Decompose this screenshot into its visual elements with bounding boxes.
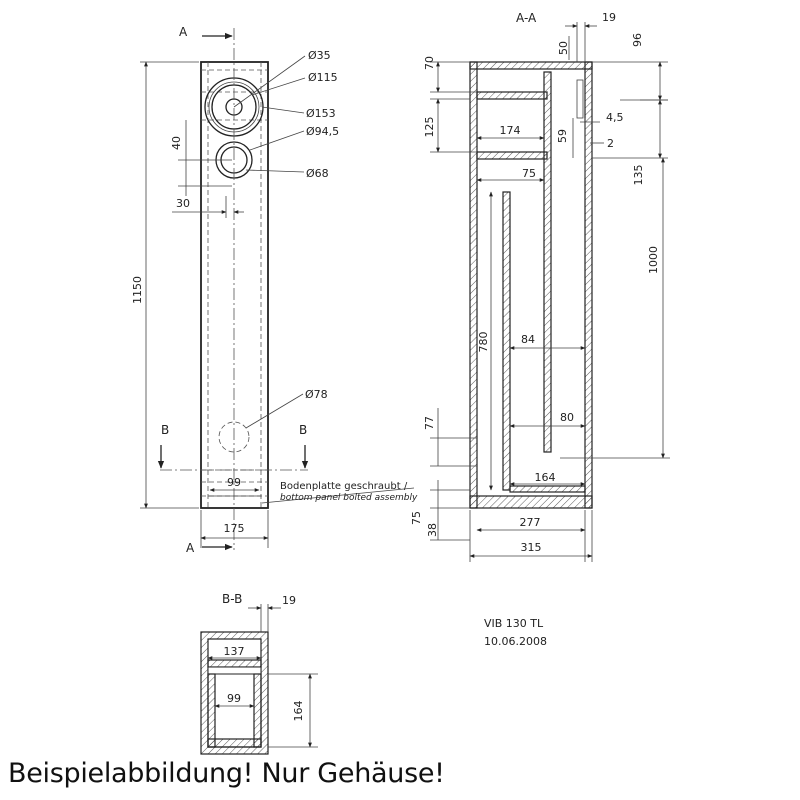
section-mark-a-bottom: A xyxy=(186,541,195,555)
drawing-date: 10.06.2008 xyxy=(484,635,547,648)
dim-99-front: 99 xyxy=(227,476,241,489)
bb-dim-137: 137 xyxy=(223,645,245,658)
dim-175: 175 xyxy=(223,522,245,535)
aa-dim-277: 277 xyxy=(519,516,541,529)
aa-dim-75-top: 75 xyxy=(522,167,536,180)
aa-dim-96: 96 xyxy=(631,33,644,47)
dim-30: 30 xyxy=(176,197,190,210)
aa-dim-38: 38 xyxy=(426,523,439,537)
aa-dim-80: 80 xyxy=(560,411,574,424)
aa-dim-315: 315 xyxy=(520,541,542,554)
section-mark-b-left: B xyxy=(161,423,170,437)
aa-bottom-shelf xyxy=(510,486,585,492)
aa-dim-780: 780 xyxy=(477,331,490,353)
drawing-title: VIB 130 TL xyxy=(484,617,544,630)
section-aa-view xyxy=(410,11,670,562)
section-bb-view xyxy=(201,592,318,754)
aa-dim-125: 125 xyxy=(423,116,436,138)
aa-dim-77: 77 xyxy=(423,416,436,430)
aa-dim-135: 135 xyxy=(632,164,645,186)
bb-dim-164: 164 xyxy=(292,700,305,722)
dim-dia-68: Ø68 xyxy=(306,167,329,180)
dim-40: 40 xyxy=(170,136,183,150)
bb-inner-wall-right xyxy=(254,674,261,747)
dim-dia-35: Ø35 xyxy=(308,49,331,62)
aa-back-wall xyxy=(585,62,592,508)
section-bb-label: B-B xyxy=(222,592,243,606)
note-bottom-panel-de: Bodenplatte geschraubt / xyxy=(280,481,408,492)
dim-1150: 1150 xyxy=(131,276,144,304)
aa-dim-164: 164 xyxy=(534,471,556,484)
aa-mid-shelf xyxy=(477,152,547,159)
aa-dim-174: 174 xyxy=(499,124,521,137)
aa-upper-shelf xyxy=(477,92,547,99)
dim-dia-153: Ø153 xyxy=(306,107,336,120)
aa-dim-19: 19 xyxy=(602,11,616,24)
section-aa-label: A-A xyxy=(516,11,537,25)
image-caption: Beispielabbildung! Nur Gehäuse! xyxy=(8,758,445,789)
dim-dia-115: Ø115 xyxy=(308,71,338,84)
aa-inner-baffle-right xyxy=(544,72,551,452)
bb-inner-shelf xyxy=(208,660,261,667)
aa-dim-4-5: 4,5 xyxy=(606,111,624,124)
aa-dim-2: 2 xyxy=(607,137,614,150)
aa-dim-70: 70 xyxy=(423,56,436,70)
aa-dim-50: 50 xyxy=(557,41,570,55)
aa-dim-84: 84 xyxy=(521,333,535,346)
aa-dim-1000: 1000 xyxy=(647,246,660,274)
aa-dim-59: 59 xyxy=(556,129,569,143)
dim-dia-94-5: Ø94,5 xyxy=(306,125,340,138)
note-bottom-panel-en: bottom panel bolted assembly xyxy=(280,493,418,503)
aa-bottom-plate xyxy=(470,496,592,508)
aa-top-wall xyxy=(470,62,592,69)
bb-dim-99: 99 xyxy=(227,692,241,705)
aa-front-wall xyxy=(470,62,477,508)
front-view xyxy=(131,25,418,555)
aa-inner-baffle-left xyxy=(503,192,510,490)
bb-dim-19: 19 xyxy=(282,594,296,607)
aa-dim-75: 75 xyxy=(410,511,423,525)
section-mark-a-top: A xyxy=(179,25,188,39)
section-mark-b-right: B xyxy=(299,423,308,437)
dim-dia-78: Ø78 xyxy=(305,388,328,401)
bb-inner-wall-left xyxy=(208,674,215,747)
